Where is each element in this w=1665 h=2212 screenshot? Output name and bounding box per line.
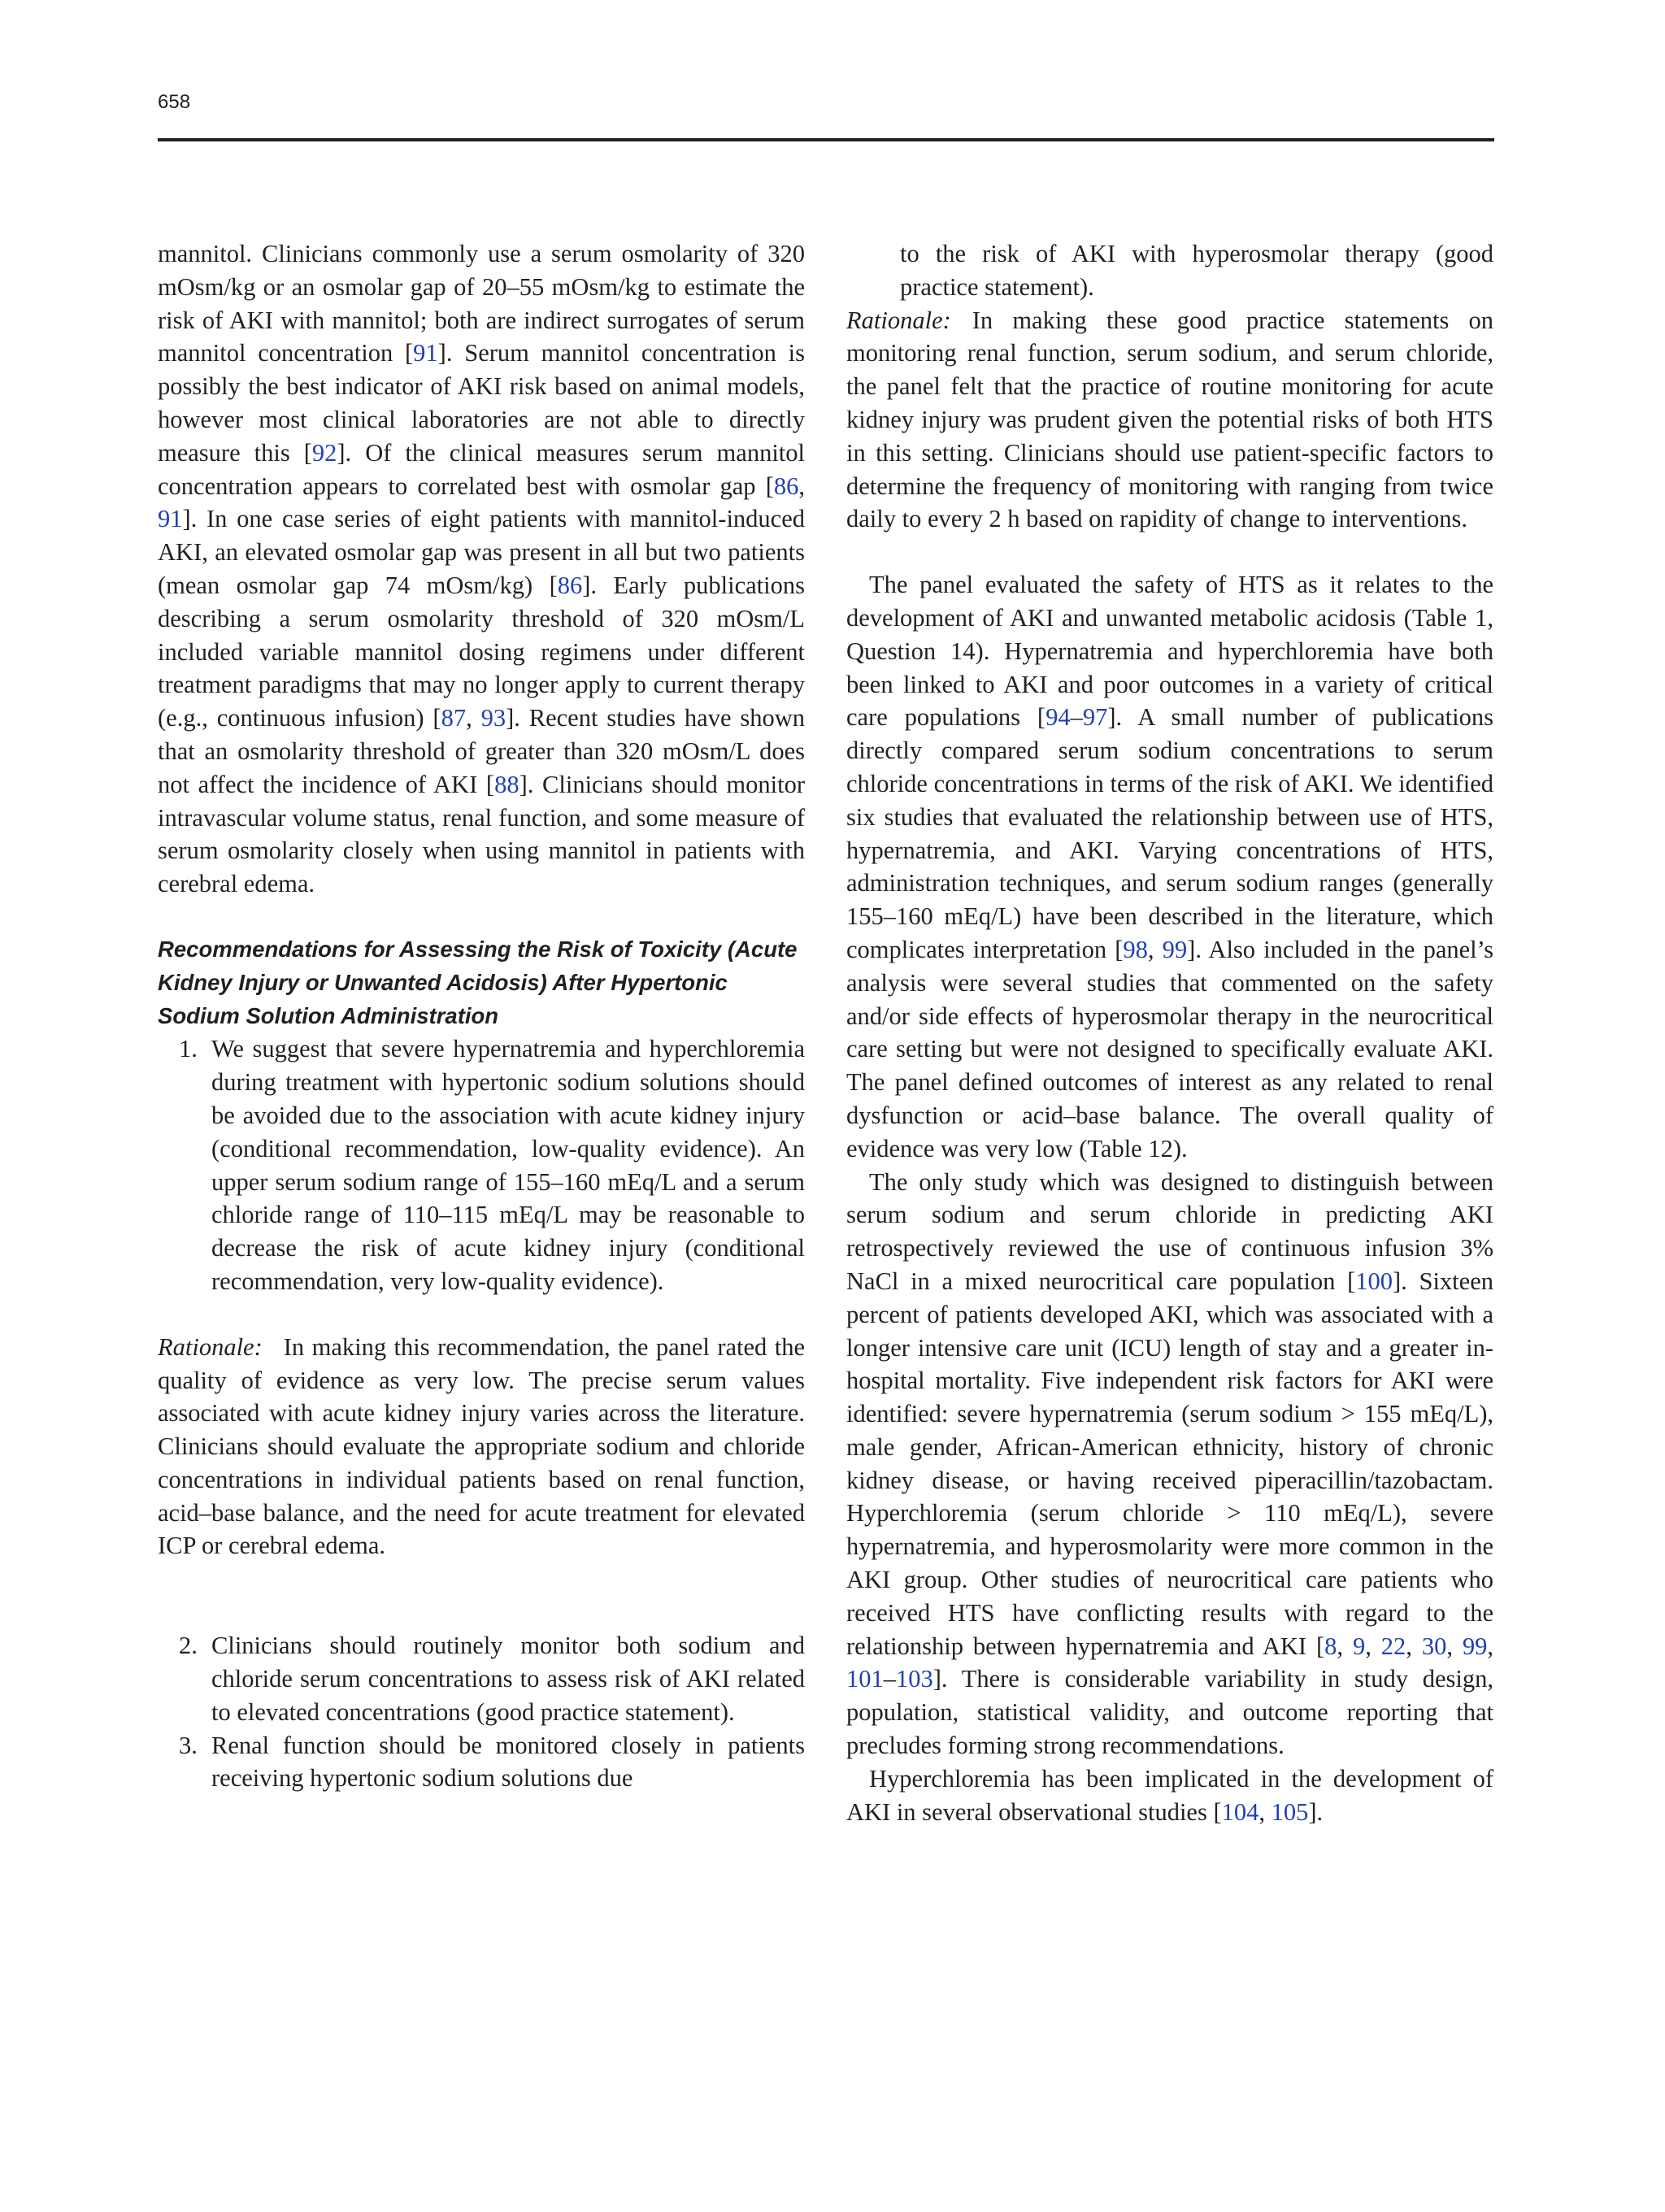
citation-link[interactable]: 99 bbox=[1462, 1632, 1488, 1660]
citation-link[interactable]: 103 bbox=[896, 1665, 933, 1693]
recommendation-continuation: to the risk of AKI with hyperosmolar therapy (good practice statement). bbox=[900, 240, 1493, 301]
citation-link[interactable]: 92 bbox=[311, 438, 337, 467]
citation-link[interactable]: 87 bbox=[441, 704, 467, 732]
right-column bbox=[846, 237, 1493, 1828]
left-column bbox=[158, 237, 805, 1795]
citation-link[interactable]: 104 bbox=[1221, 1797, 1259, 1826]
header-rule bbox=[158, 138, 1494, 141]
recommendation-item: 1. We suggest that severe hypernatremia and hyperchloremia during treatment with hypertonic sodium solutions should be avoided due to the association with acute kidney injury (conditional recommendation, low-quality evidence). An upper serum sodium range of 155–160 mEq/L and a serum chloride range of 110–115 mEq/L may be reasonable to decrease the risk of acute kidney injury (conditional recommendation, very low-quality evidence). bbox=[179, 1035, 805, 1295]
citation-link[interactable]: 30 bbox=[1421, 1632, 1447, 1660]
citation-link[interactable]: 8 bbox=[1324, 1632, 1337, 1660]
citation-link[interactable]: 97 bbox=[1082, 703, 1108, 732]
recommendation-item: 3. Renal function should be monitored closely in patients receiving hypertonic sodium solutions due bbox=[179, 1731, 805, 1793]
section-heading: Recommendations for Assessing the Risk of Toxicity (Acute Kidney Injury or Unwanted Acidosis) After Hypertonic Sodium Solution Administration bbox=[158, 936, 798, 1028]
citation-link[interactable]: 9 bbox=[1352, 1632, 1366, 1660]
rationale-label: Rationale: bbox=[158, 1332, 263, 1361]
recommendation-list bbox=[158, 1032, 805, 1297]
recommendation-list bbox=[158, 1629, 805, 1795]
recommendation-item: 2. Clinicians should routinely monitor both sodium and chloride serum concentrations to assess risk of AKI related to elevated concentrations (good practice statement). bbox=[179, 1632, 805, 1726]
citation-link[interactable]: 99 bbox=[1162, 935, 1188, 963]
citation-link[interactable]: 88 bbox=[494, 770, 519, 798]
citation-link[interactable]: 22 bbox=[1380, 1632, 1406, 1660]
paragraph: The panel evaluated the safety of HTS as it relates to the development of AKI and unwanted metabolic acidosis (Table 1, Question 14). Hypernatremia and hyperchloremia have both been linked to AKI and poor outcomes in a variety of critical care populations [94–97]. A small number of publications directly compared serum sodium concentrations to serum chloride concentrations in terms of the risk of AKI. We identified six studies that evaluated the relationship between use of HTS, hypernatremia, and AKI. Varying concentrations of HTS, administration techniques, and serum sodium ranges (generally 155–160 mEq/L) have been described in the literature, which complicates interpretation [98, 99]. Also included in the panel’s analysis were several studies that commented on the safety and/or side effects of hyperosmolar therapy in the neurocritical care setting but were not designed to specifically evaluate AKI. The panel defined outcomes of interest as any related to renal dysfunction or acid–base balance. The overall quality of evidence was very low (Table 12). bbox=[846, 571, 1493, 1162]
paragraph: The only study which was designed to distinguish between serum sodium and serum chloride in predicting AKI retrospectively reviewed the use of continuous infusion 3% NaCl in a mixed neurocritical care population [100]. Sixteen percent of patients developed AKI, which was associated with a longer intensive care unit (ICU) length of stay and a greater in-hospital mortality. Five independent risk factors for AKI were identified: severe hypernatremia (serum sodium > 155 mEq/L), male gender, African-American ethnicity, history of chronic kidney disease, or having received piperacillin/tazobactam. Hyperchloremia (serum chloride > 110 mEq/L), severe hypernatremia, and hyperosmolarity were more common in the AKI group. Other studies of neurocritical care patients who received HTS have conflicting results with regard to the relationship between hypernatremia and AKI [8, 9, 22, 30, 99, 101–103]. There is considerable variability in study design, population, statistical validity, and outcome reporting that precludes forming strong recommendations. bbox=[846, 1167, 1494, 1760]
citation-link[interactable]: 91 bbox=[413, 339, 438, 367]
rationale-paragraph: Rationale: In making this recommendation, the panel rated the quality of evidence as very low. The precise serum values associated with acute kidney injury varies across the literature. Clinicians should evaluate the appropriate sodium and chloride concentrations in individual patients based on renal function, acid–base balance, and the need for acute treatment for elevated ICP or cerebral edema. bbox=[158, 1332, 805, 1560]
citation-link[interactable]: 93 bbox=[480, 704, 506, 732]
citation-link[interactable]: 101 bbox=[846, 1665, 884, 1693]
paragraph: Hyperchloremia has been implicated in the development of AKI in several observational studies [104, 105]. bbox=[846, 1764, 1493, 1826]
rationale-label: Rationale: bbox=[846, 306, 951, 334]
rationale-paragraph: Rationale: In making these good practice statements on monitoring renal function, serum sodium, and serum chloride, the panel felt that the practice of routine monitoring for acute kidney injury was prudent given the potential risks of both HTS in this setting. Clinicians should use patient-specific factors to determine the frequency of monitoring with ranging from twice daily to every 2 h based on rapidity of change to interventions. bbox=[846, 306, 1493, 533]
citation-link[interactable]: 86 bbox=[773, 472, 799, 500]
citation-link[interactable]: 100 bbox=[1355, 1267, 1393, 1295]
citation-link[interactable]: 98 bbox=[1123, 935, 1148, 963]
paragraph: mannitol. Clinicians commonly use a serum osmolarity of 320 mOsm/kg or an osmolar gap of 20–55 mOsm/kg to estimate the risk of AKI with mannitol; both are indirect surrogates of serum mannitol concentration [91]. Serum mannitol concentration is possibly the best indicator of AKI risk based on animal models, however most clinical laboratories are not able to directly measure this [92]. Of the clinical measures serum mannitol concentration appears to correlated best with osmolar gap [86, 91]. In one case series of eight patients with mannitol-induced AKI, an elevated osmolar gap was present in all but two patients (mean osmolar gap 74 mOsm/kg) [86]. Early publications describing a serum osmolarity threshold of 320 mOsm/L included variable mannitol dosing regimens under different treatment paradigms that may no longer apply to current therapy (e.g., continuous infusion) [87, 93]. Recent studies have shown that an osmolarity threshold of greater than 320 mOsm/L does not affect the incidence of AKI [88]. Clinicians should monitor intravascular volume status, renal function, and some measure of serum osmolarity closely when using mannitol in patients with cerebral edema. bbox=[158, 240, 805, 898]
citation-link[interactable]: 91 bbox=[158, 505, 183, 533]
citation-link[interactable]: 86 bbox=[557, 571, 583, 599]
page-number: 658 bbox=[158, 91, 191, 113]
citation-link[interactable]: 94 bbox=[1046, 703, 1071, 732]
citation-link[interactable]: 105 bbox=[1271, 1797, 1309, 1826]
